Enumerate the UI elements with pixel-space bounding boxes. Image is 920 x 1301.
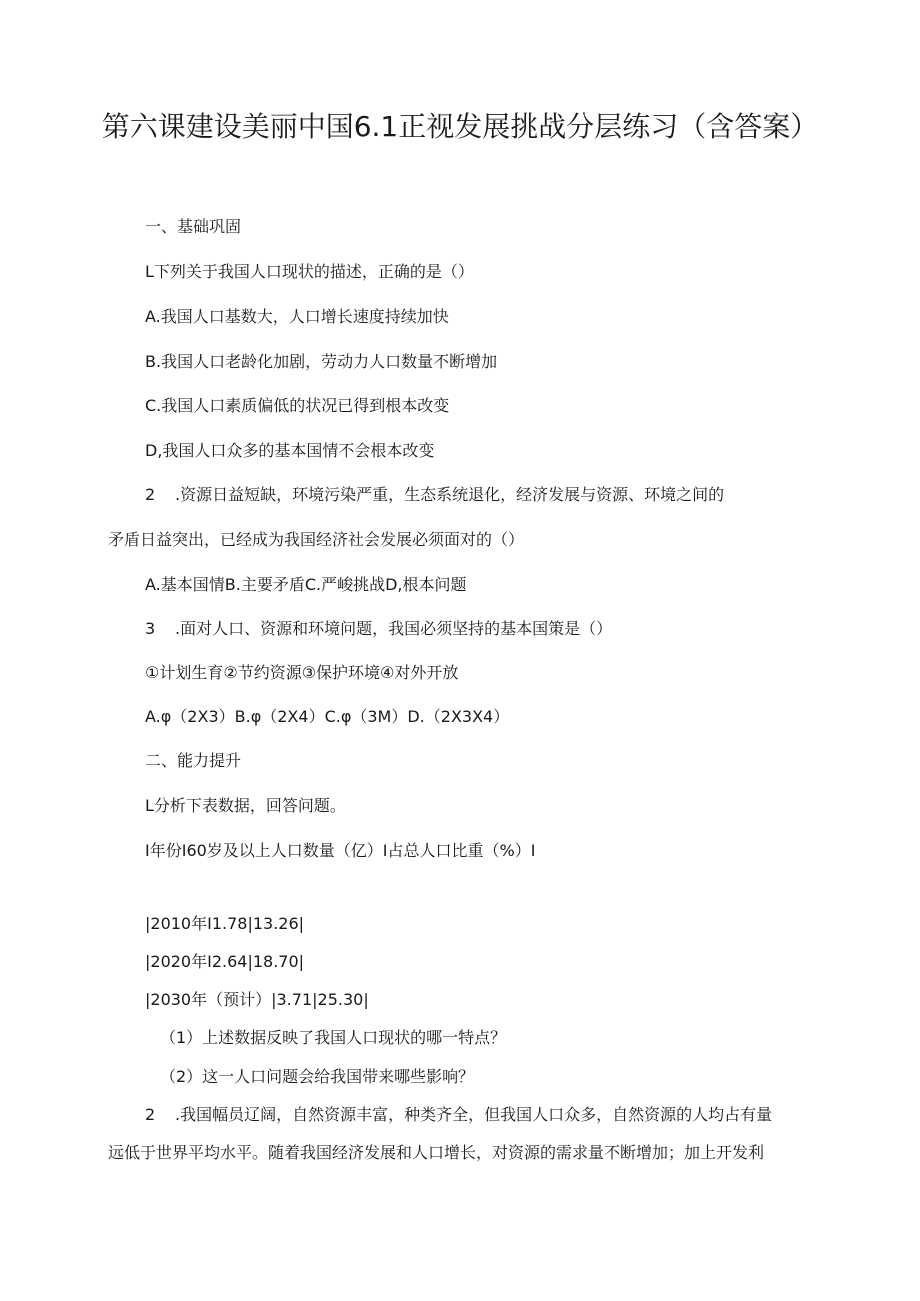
question-3-options: A.φ（2X3）B.φ（2X4）C.φ（3M）D.（2X3X4）: [145, 707, 510, 726]
problem-2-text: .我国幅员辽阔，自然资源丰富，种类齐全，但我国人口众多，自然资源的人均占有量: [175, 1105, 773, 1124]
question-3-items: ①计划生育②节约资源③保护环境④对外开放: [145, 663, 459, 682]
problem-1-subquestion-1: （1）上述数据反映了我国人口现状的哪一特点？: [160, 1028, 507, 1047]
document-title: 第六课建设美丽中国6.1正视发展挑战分层练习（含答案）: [101, 110, 819, 143]
question-2-stem-line1: [145, 484, 724, 506]
question-2-stem-line2: 矛盾日益突出，已经成为我国经济社会发展必须面对的（）: [108, 530, 525, 549]
question-3-stem-text: .面对人口、资源和环境问题，我国必须坚持的基本国策是（）: [175, 619, 613, 638]
problem-1-table-header: I年份I60岁及以上人口数量（亿）I占总人口比重（%）I: [145, 841, 536, 860]
question-2-options: A.基本国情B.主要矛盾C.严峻挑战D,根本问题: [145, 575, 467, 594]
question-1-option-a: A.我国人口基数大，人口增长速度持续加快: [145, 307, 449, 326]
section-heading-basic: 一、基础巩固: [145, 217, 242, 236]
problem-2-line2: 远低于世界平均水平。随着我国经济发展和人口增长，对资源的需求量不断增加；加上开发利: [108, 1143, 765, 1162]
question-1-option-d: D,我国人口众多的基本国情不会根本改变: [145, 441, 435, 460]
question-1-option-b: B.我国人口老龄化加剧，劳动力人口数量不断增加: [145, 352, 498, 371]
question-1-stem: L下列关于我国人口现状的描述，正确的是（）: [145, 262, 474, 281]
table-row: |2020年I2.64|18.70|: [145, 952, 305, 971]
problem-2-number: 2: [145, 1105, 156, 1124]
question-1-option-c: C.我国人口素质偏低的状况已得到根本改变: [145, 396, 450, 415]
question-2-number: 2: [145, 485, 156, 504]
question-3-stem: [145, 618, 612, 640]
section-heading-advanced: 二、能力提升: [145, 751, 242, 770]
problem-1-stem: L分析下表数据，回答问题。: [145, 796, 346, 815]
table-row: |2010年I1.78|13.26|: [145, 914, 305, 933]
problem-2-line1: [145, 1104, 772, 1126]
question-3-number: 3: [145, 619, 156, 638]
problem-1-subquestion-2: （2）这一人口问题会给我国带来哪些影响？: [160, 1067, 475, 1086]
table-row: |2030年（预计）|3.71|25.30|: [145, 990, 369, 1009]
question-2-stem-text: .资源日益短缺，环境污染严重，生态系统退化，经济发展与资源、环境之间的: [175, 485, 725, 504]
